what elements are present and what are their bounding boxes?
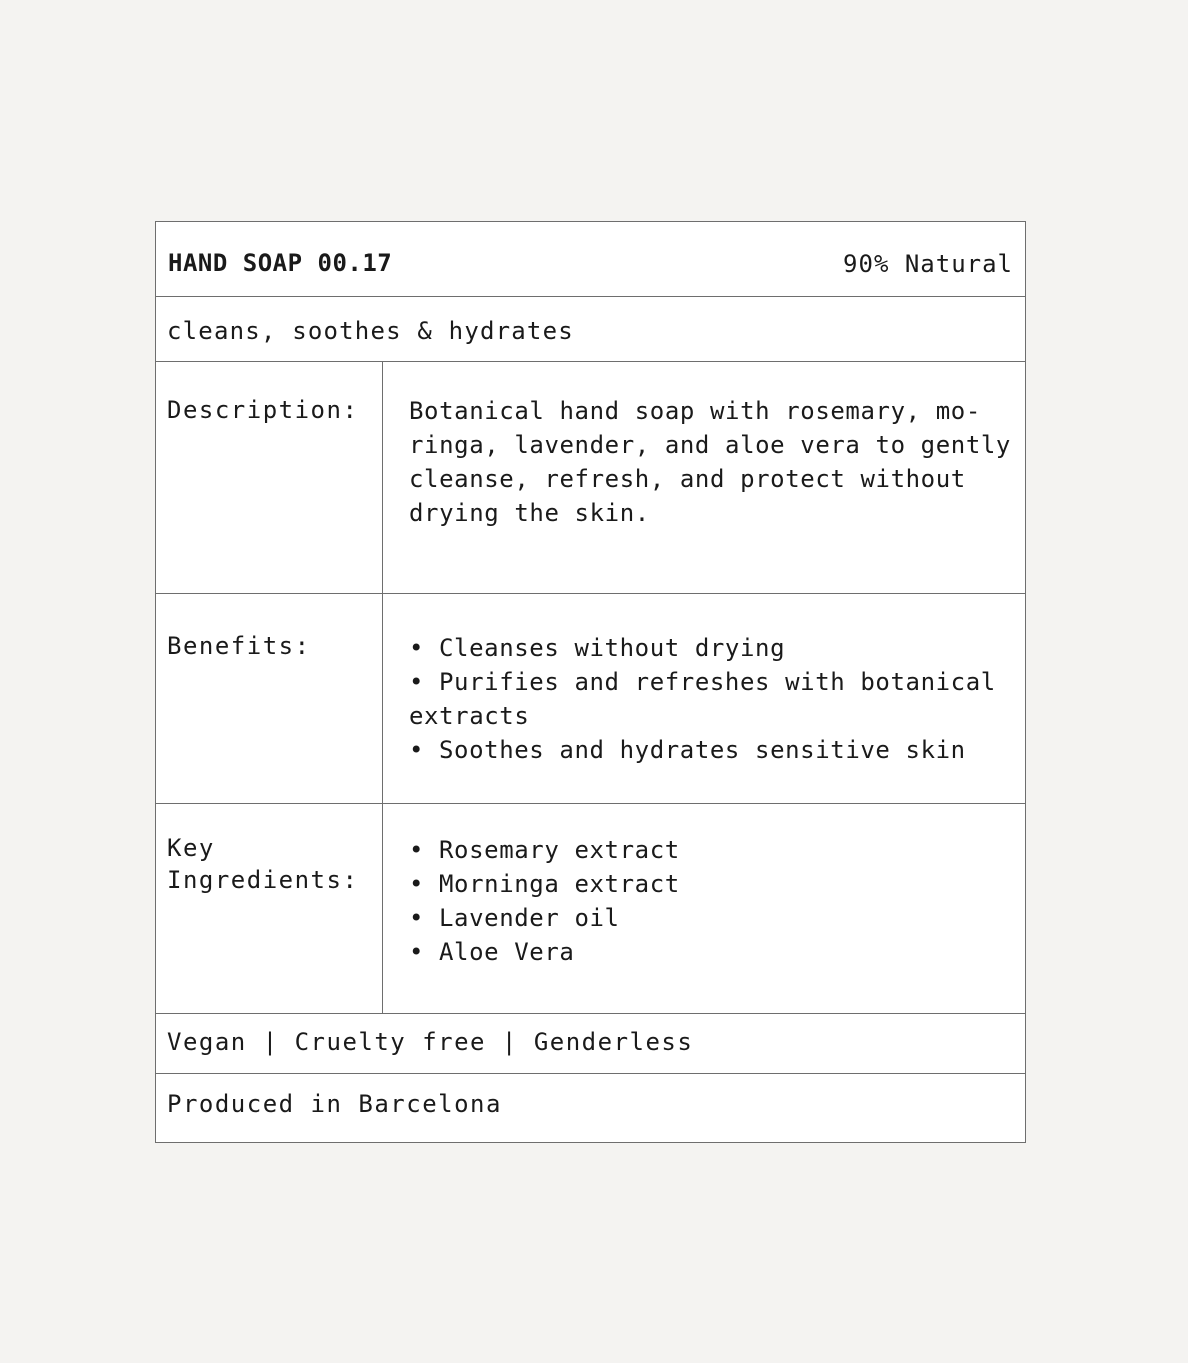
production-origin: Produced in Barcelona [167,1090,502,1118]
description-text: Botanical hand soap with rosemary, mo-ringa, lavender, and aloe vera to gently cleanse, refresh, and protect without drying the skin. [409,397,1011,527]
bullet-icon: • [409,634,425,662]
bullet-icon: • [409,870,425,898]
ingredient-item: • Morninga extract [409,867,1011,901]
attributes-row [156,1014,1025,1074]
benefits-section [156,594,1025,804]
title-row [156,222,1025,297]
ingredients-section [156,804,1025,1014]
bullet-icon: • [409,736,425,764]
bullet-icon: • [409,904,425,932]
description-section [156,362,1025,594]
benefit-item: • Purifies and refreshes with botanical extracts [409,665,1011,733]
natural-percent: 90% Natural [843,250,1013,278]
ingredient-item: • Rosemary extract [409,833,1011,867]
column-divider [382,362,383,593]
column-divider [382,804,383,1013]
bullet-icon: • [409,938,425,966]
bullet-icon: • [409,836,425,864]
column-divider [382,594,383,803]
product-label-card [155,221,1026,1143]
benefit-item: • Soothes and hydrates sensitive skin [409,733,1011,767]
tagline-row [156,297,1025,362]
benefit-item: • Cleanses without drying [409,631,1011,665]
ingredient-item: • Lavender oil [409,901,1011,935]
bullet-icon: • [409,668,425,696]
ingredients-list [409,833,1011,969]
origin-row [156,1074,1025,1142]
benefits-list [409,631,1011,767]
product-name: HAND SOAP 00.17 [168,249,393,277]
product-attributes: Vegan | Cruelty free | Genderless [167,1028,694,1056]
description-label: Description: [167,396,359,424]
ingredient-item: • Aloe Vera [409,935,1011,969]
benefits-label: Benefits: [167,632,311,660]
product-tagline: cleans, soothes & hydrates [167,317,574,345]
ingredients-label: Key Ingredients: [167,834,359,894]
